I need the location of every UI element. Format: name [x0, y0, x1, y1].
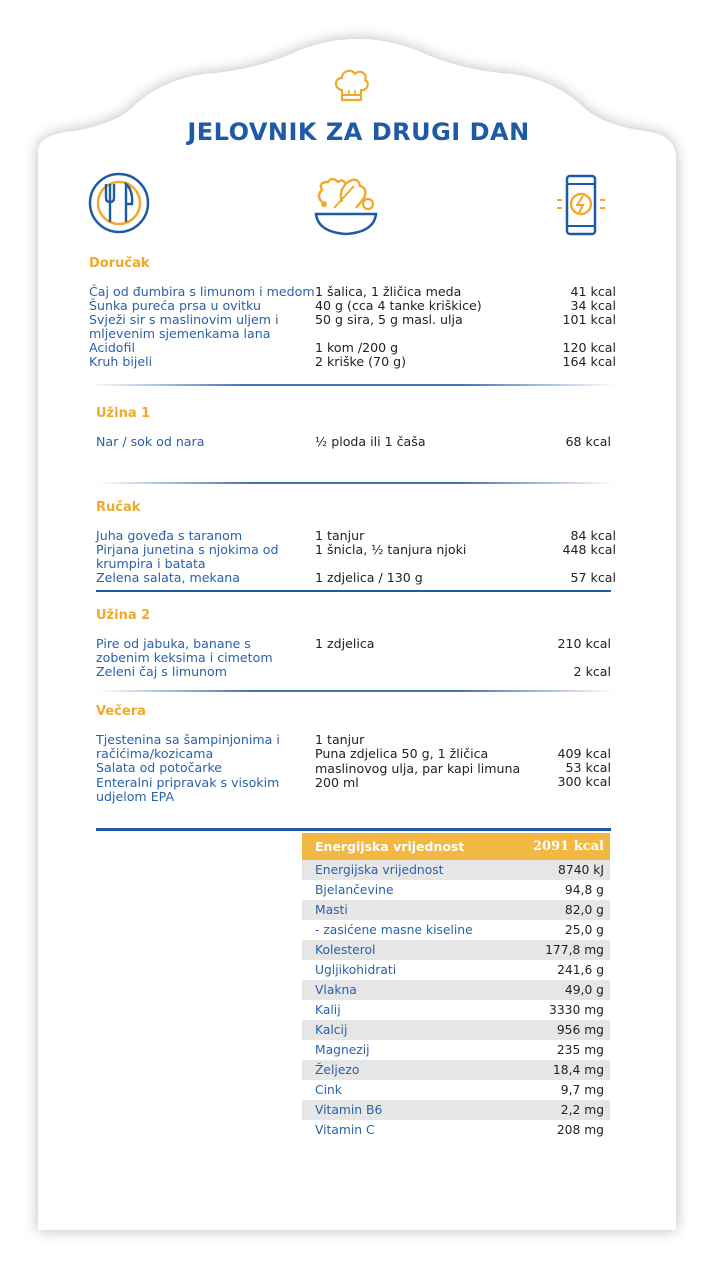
meal-title-lunch: Ručak	[96, 500, 141, 515]
nutrition-label: Energijska vrijednost	[315, 863, 444, 877]
plate-cutlery-icon	[88, 172, 150, 234]
nutrition-row	[302, 1080, 610, 1100]
food-quantity: 2 kriške (70 g)	[315, 354, 406, 369]
food-item: Juha goveđa s taranom	[96, 528, 243, 543]
food-item: Zelena salata, mekana	[96, 570, 240, 585]
nutrition-header-label: Energijska vrijednost	[315, 839, 465, 854]
food-item: Salata od potočarke	[96, 760, 223, 775]
nutrition-header-value: 2091 kcal	[533, 839, 604, 854]
nutrition-label: Vitamin B6	[315, 1103, 383, 1117]
food-item: Kruh bijeli	[89, 354, 153, 369]
section-divider	[96, 590, 611, 592]
food-kcal: 120 kcal	[562, 340, 616, 355]
food-kcal: 210 kcal	[557, 636, 611, 651]
food-item: Šunka pureća prsa u ovitku	[89, 298, 261, 313]
food-kcal: 448 kcal	[562, 542, 616, 557]
nutrition-row	[302, 1020, 610, 1040]
nutrition-row	[302, 880, 610, 900]
nutrition-label: Kalij	[315, 1003, 341, 1017]
nutrition-row	[302, 980, 610, 1000]
nutrition-row	[302, 920, 610, 940]
nutrition-label: Cink	[315, 1083, 342, 1097]
section-divider	[89, 384, 616, 386]
food-quantity: 1 šalica, 1 žličica meda	[315, 284, 462, 299]
table-top-rule	[96, 828, 611, 831]
food-item: Enteralni pripravak s visokim udjelom EPA	[96, 775, 280, 804]
food-quantity: 200 ml	[315, 775, 359, 790]
food-quantity: 40 g (cca 4 tanke kriškice)	[315, 298, 482, 313]
nutrition-row	[302, 860, 610, 880]
food-quantity: 1 zdjelica	[315, 636, 375, 651]
nutrition-value: 956 mg	[556, 1023, 604, 1037]
nutrition-value: 25,0 g	[564, 923, 604, 937]
food-kcal: 41 kcal	[570, 284, 616, 299]
food-item: Tjestenina sa šampinjonima i račićima/kozicama	[96, 732, 280, 761]
nutrition-value: 18,4 mg	[552, 1063, 604, 1077]
food-quantity: 1 kom /200 g	[315, 340, 399, 355]
meal-title-breakfast: Doručak	[89, 256, 150, 271]
nutrition-value: 241,6 g	[557, 963, 604, 977]
nutrition-label: Magnezij	[315, 1043, 370, 1057]
nutrition-label: Kolesterol	[315, 943, 376, 957]
meal-title-dinner: Večera	[96, 704, 146, 719]
nutrition-label: Bjelančevine	[315, 883, 394, 897]
nutrition-label: Ugljikohidrati	[315, 963, 397, 977]
food-quantity: 1 tanjur	[315, 528, 365, 543]
nutrition-row	[302, 900, 610, 920]
food-kcal: 101 kcal	[562, 312, 616, 327]
meal-title-snack-2: Užina 2	[96, 608, 151, 623]
nutrition-value: 208 mg	[556, 1123, 604, 1137]
food-item: Acidofil	[89, 340, 135, 355]
meal-title-snack-1: Užina 1	[96, 406, 151, 421]
nutrition-value: 94,8 g	[564, 883, 604, 897]
food-kcal: 409 kcal	[557, 746, 611, 761]
nutrition-table	[302, 833, 610, 1140]
nutrition-row	[302, 1100, 610, 1120]
food-kcal: 2 kcal	[573, 664, 611, 679]
food-quantity: 1 šnicla, ½ tanjura njoki	[315, 542, 467, 557]
food-kcal: 300 kcal	[557, 774, 611, 789]
nutrition-value: 9,7 mg	[560, 1083, 604, 1097]
nutrition-row	[302, 1060, 610, 1080]
food-kcal: 53 kcal	[565, 760, 611, 775]
food-item: Pirjana junetina s njokima od krumpira i batata	[96, 542, 279, 571]
nutrition-value: 235 mg	[556, 1043, 604, 1057]
nutrition-value: 3330 mg	[549, 1003, 604, 1017]
section-divider	[96, 690, 616, 692]
food-kcal: 164 kcal	[562, 354, 616, 369]
section-divider	[96, 482, 616, 484]
food-quantity: 50 g sira, 5 g masl. ulja	[315, 312, 463, 327]
food-kcal: 57 kcal	[570, 570, 616, 585]
nutrition-row	[302, 1000, 610, 1020]
nutrition-label: Masti	[315, 903, 348, 917]
nutrition-label: Vitamin C	[315, 1123, 375, 1137]
food-quantity: 1 zdjelica / 130 g	[315, 570, 423, 585]
nutrition-label: Željezo	[315, 1063, 360, 1077]
nutrition-row	[302, 940, 610, 960]
food-item: Pire od jabuka, banane s zobenim keksima i cimetom	[96, 636, 273, 665]
food-kcal: 84 kcal	[570, 528, 616, 543]
food-quantity: 1 tanjur Puna zdjelica 50 g, 1 žličica	[315, 732, 489, 761]
nutrition-value: 8740 kJ	[558, 863, 604, 877]
nutrition-label: Kalcij	[315, 1023, 348, 1037]
nutrition-label: - zasićene masne kiseline	[315, 923, 473, 937]
food-kcal: 68 kcal	[565, 434, 611, 449]
chef-hat-icon	[331, 66, 371, 106]
food-quantity: ½ ploda ili 1 čaša	[315, 434, 426, 449]
food-item: Čaj od đumbira s limunom i medom	[89, 284, 315, 299]
nutrition-row	[302, 960, 610, 980]
food-item: Nar / sok od nara	[96, 434, 205, 449]
nutrition-label: Vlakna	[315, 983, 357, 997]
food-kcal: 34 kcal	[570, 298, 616, 313]
food-quantity: maslinovog ulja, par kapi limuna	[315, 761, 521, 776]
page-title: JELOVNIK ZA DRUGI DAN	[187, 118, 530, 146]
nutrition-value: 177,8 mg	[545, 943, 604, 957]
energy-drink-icon	[553, 172, 607, 238]
nutrition-value: 49,0 g	[564, 983, 604, 997]
food-item: Svježi sir s maslinovim uljem i mljevenim sjemenkama lana	[89, 312, 279, 341]
nutrition-header	[302, 833, 610, 860]
food-item: Zeleni čaj s limunom	[96, 664, 228, 679]
nutrition-row	[302, 1120, 610, 1140]
salad-bowl-icon	[312, 172, 380, 238]
nutrition-row	[302, 1040, 610, 1060]
nutrition-value: 82,0 g	[564, 903, 604, 917]
nutrition-value: 2,2 mg	[560, 1103, 604, 1117]
